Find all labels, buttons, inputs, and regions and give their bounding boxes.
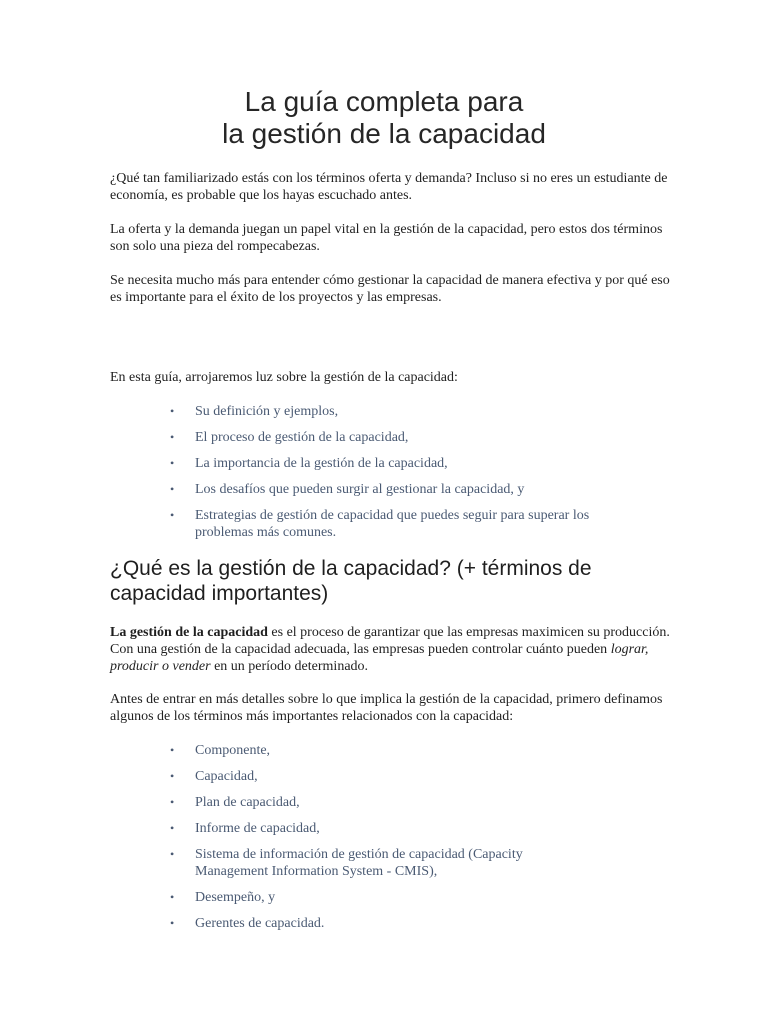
bullet-icon: • xyxy=(170,404,175,418)
list-item: • Los desafíos que pueden surgir al gestionar la capacidad, y xyxy=(170,482,525,497)
intro-paragraph-2: La oferta y la demanda juegan un papel vital en la gestión de la capacidad, pero estos dos términos son solo una pieza del rompecabezas. xyxy=(110,222,663,254)
bullet-icon: • xyxy=(170,769,175,783)
bullet-icon: • xyxy=(170,743,175,757)
intro-paragraph-1: ¿Qué tan familiarizado estás con los términos oferta y demanda? Incluso si no eres un estudiante de economía, es probable que los hayas escuchado antes. xyxy=(110,171,668,203)
guide-intro-paragraph: En esta guía, arrojaremos luz sobre la gestión de la capacidad: xyxy=(110,370,458,385)
list-item: • Capacidad, xyxy=(170,769,258,784)
bullet-icon: • xyxy=(170,482,175,496)
bullet-icon: • xyxy=(170,821,175,835)
bullet-icon: • xyxy=(170,916,175,930)
terms-list xyxy=(170,742,595,941)
bullet-icon: • xyxy=(170,890,175,904)
list-item: • Su definición y ejemplos, xyxy=(170,404,339,419)
definition-paragraph: La gestión de la capacidad es el proceso de garantizar que las empresas maximicen su producción. Con una gestión de la capacidad adecuada, las empresas pueden controlar cuánto pueden lograr, producir o vender en un período determinado. xyxy=(110,625,670,674)
list-item: • Componente, xyxy=(170,743,271,758)
definition-emphasis: lograr, producir o vender xyxy=(110,642,649,674)
page-title xyxy=(0,86,768,150)
list-item: • El proceso de gestión de la capacidad, xyxy=(170,430,409,445)
list-item: • Estrategias de gestión de capacidad que puedes seguir para superar los problemas más comunes. xyxy=(170,508,590,540)
intro-paragraph-3: Se necesita mucho más para entender cómo gestionar la capacidad de manera efectiva y por qué eso es importante para el éxito de los proyectos y las empresas. xyxy=(110,273,670,305)
list-item: • Gerentes de capacidad. xyxy=(170,916,325,931)
list-item: • Plan de capacidad, xyxy=(170,795,300,810)
guide-topics-list xyxy=(170,403,635,550)
list-item: • Desempeño, y xyxy=(170,890,276,905)
section-heading: ¿Qué es la gestión de la capacidad? (+ términos de capacidad importantes) xyxy=(110,557,592,605)
definition-term: La gestión de la capacidad xyxy=(110,625,268,640)
bullet-icon: • xyxy=(170,847,175,861)
list-item: • La importancia de la gestión de la capacidad, xyxy=(170,456,448,471)
title-line-1: La guía completa para xyxy=(244,86,524,117)
bullet-icon: • xyxy=(170,430,175,444)
list-item: • Informe de capacidad, xyxy=(170,821,320,836)
bullet-icon: • xyxy=(170,508,175,522)
list-item: • Sistema de información de gestión de capacidad (Capacity Management Information System - CMIS), xyxy=(170,847,523,879)
terms-intro-paragraph: Antes de entrar en más detalles sobre lo que implica la gestión de la capacidad, primero definamos algunos de los términos más importantes relacionados con la capacidad: xyxy=(110,692,663,724)
bullet-icon: • xyxy=(170,456,175,470)
bullet-icon: • xyxy=(170,795,175,809)
title-line-2: la gestión de la capacidad xyxy=(222,118,546,149)
